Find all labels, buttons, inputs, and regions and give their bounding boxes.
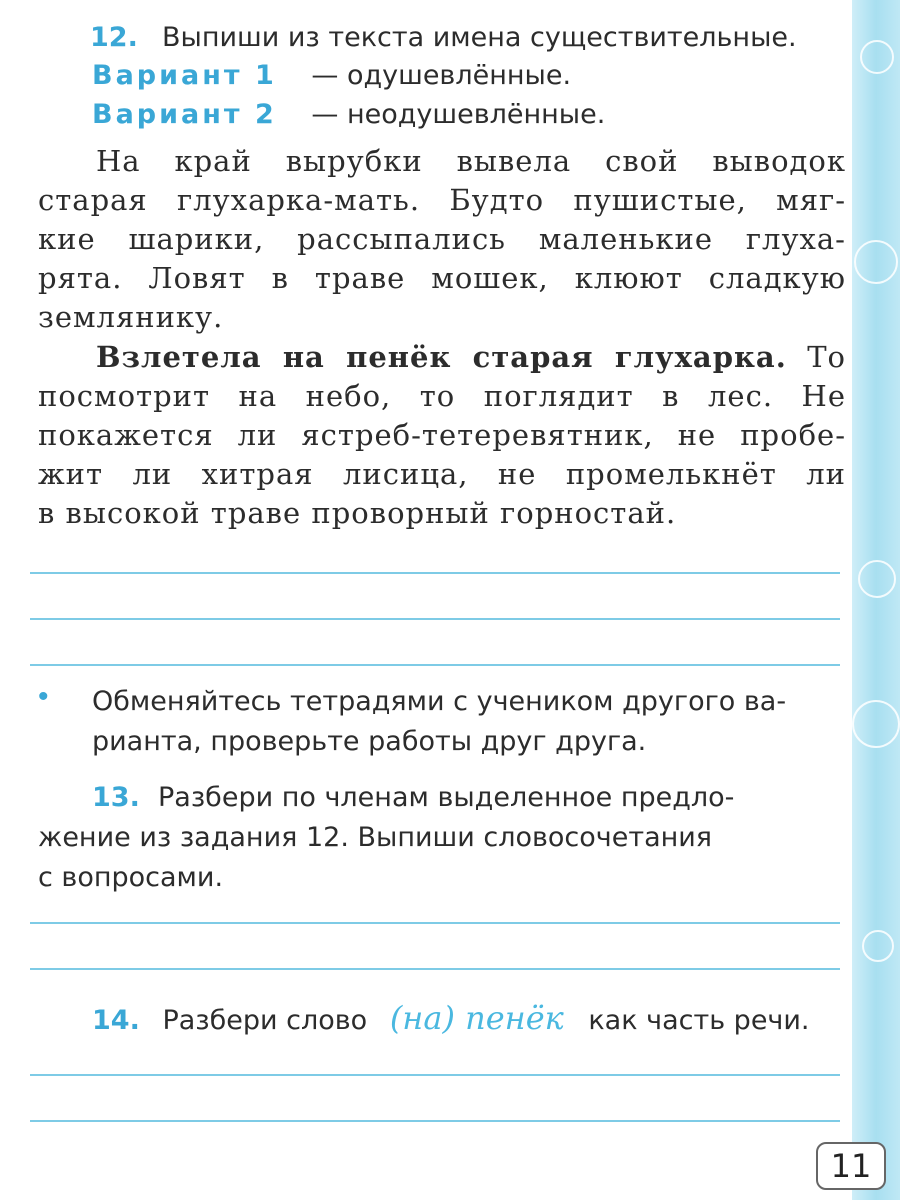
- task-14-text-before: Разбери слово: [162, 1005, 368, 1036]
- variant-2-label: Вариант 2: [92, 99, 277, 130]
- task-12-text: Выпиши из текста имена существительные.: [162, 22, 797, 53]
- passage-line: рята. Ловят в траве мошек, клюют сладкую: [38, 261, 846, 295]
- highlighted-sentence: Взлетела на пенёк старая глухарка.: [96, 340, 787, 374]
- flower-decoration-icon: [862, 930, 894, 962]
- task-14-number: 14.: [92, 1005, 140, 1036]
- passage-line-rest: То: [807, 340, 847, 374]
- passage-line: землянику.: [38, 300, 224, 334]
- task-13-number: 13.: [92, 782, 140, 813]
- decorative-border: [852, 0, 900, 1200]
- passage-line: старая глухарка-мать. Будто пушистые, мяг-: [38, 183, 846, 217]
- passage-paragraph-2: [38, 338, 846, 533]
- task-13-line: жение из задания 12. Выпиши словосочетания: [38, 822, 713, 853]
- answer-line[interactable]: [30, 922, 840, 924]
- task-14: [92, 998, 852, 1041]
- answer-line[interactable]: [30, 618, 840, 620]
- task-13: [38, 778, 852, 898]
- variant-1-text: — одушевлённые.: [311, 60, 572, 91]
- task-13-line: с вопросами.: [38, 862, 224, 893]
- flower-decoration-icon: [852, 700, 900, 748]
- flower-decoration-icon: [858, 560, 896, 598]
- answer-line[interactable]: [30, 664, 840, 666]
- task-13-line: Разбери по членам выделенное предло-: [158, 782, 735, 813]
- passage-line: кие шарики, рассыпались маленькие глуха-: [38, 222, 846, 256]
- exchange-note: [92, 682, 852, 762]
- passage-paragraph-1: [38, 142, 846, 337]
- task-12-variant-1: [92, 56, 571, 96]
- page-number: 11: [816, 1142, 886, 1190]
- exchange-line: Обменяйтесь тетрадями с учеником другого ва-: [92, 686, 787, 717]
- passage-line: [38, 338, 846, 377]
- passage-line: посмотрит на небо, то поглядит в лес. Не: [38, 379, 846, 413]
- flower-decoration-icon: [860, 40, 894, 74]
- task-14-text-after: как часть речи.: [588, 1005, 810, 1036]
- answer-line[interactable]: [30, 1120, 840, 1122]
- task-12-instruction: [92, 18, 797, 58]
- handwritten-word: (на) пенёк: [389, 999, 564, 1037]
- task-12-variant-2: [92, 95, 605, 135]
- variant-1-label: Вариант 1: [92, 60, 277, 91]
- passage-line: покажется ли ястреб-тетеревятник, не пробе-: [38, 418, 846, 452]
- exchange-line: рианта, проверьте работы друг друга.: [92, 726, 647, 757]
- answer-line[interactable]: [30, 1074, 840, 1076]
- passage-line: жит ли хитрая лисица, не промелькнёт ли: [38, 457, 846, 491]
- answer-line[interactable]: [30, 968, 840, 970]
- bullet-icon: •: [38, 680, 49, 713]
- passage-line: На край вырубки вывела свой выводок: [96, 144, 846, 178]
- variant-2-text: — неодушевлённые.: [311, 99, 606, 130]
- task-12-number: 12.: [90, 22, 138, 53]
- passage-line: в высокой траве проворный горностай.: [38, 496, 677, 530]
- answer-line[interactable]: [30, 572, 840, 574]
- flower-decoration-icon: [854, 240, 898, 284]
